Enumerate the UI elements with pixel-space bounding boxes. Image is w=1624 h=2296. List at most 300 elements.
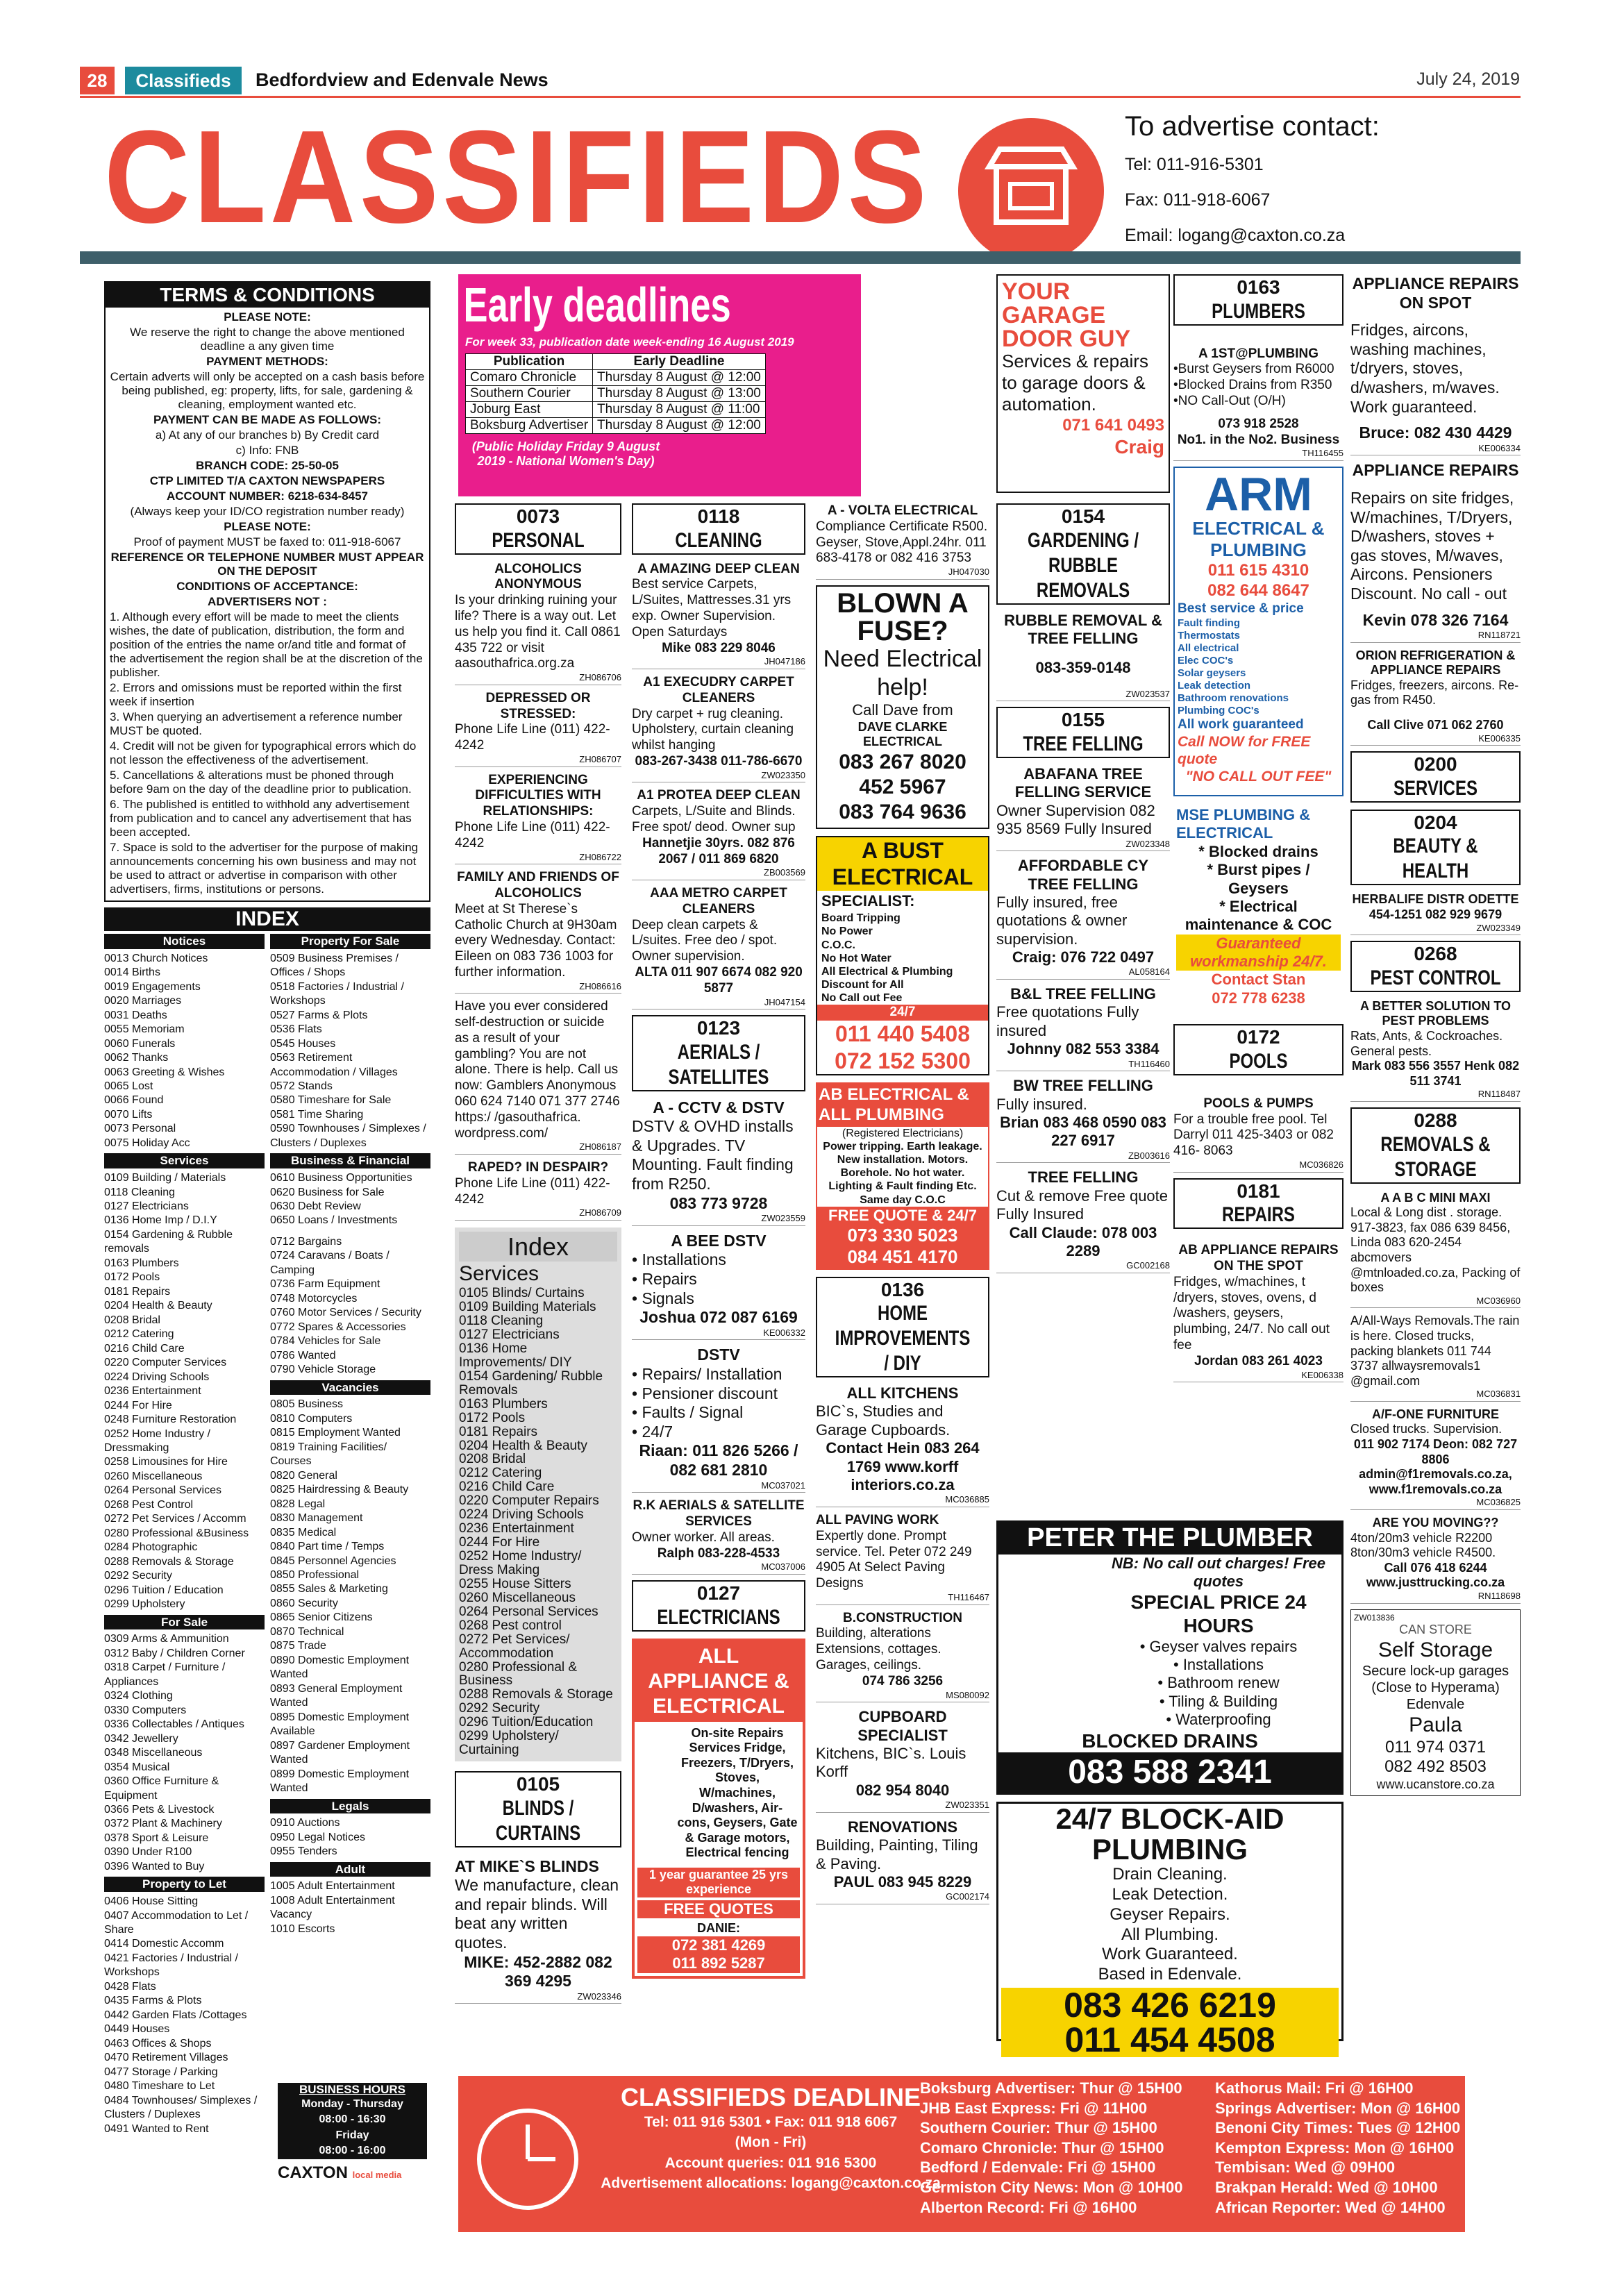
beauty-header: 0204 BEAUTY & HEALTH xyxy=(1350,810,1521,886)
index-item: 0860 Security xyxy=(270,1597,338,1609)
index-item: 0527 Farms & Plots xyxy=(270,1009,368,1021)
index-item: 0897 Gardener Employment Wanted xyxy=(270,1739,410,1766)
pest-header: 0268 PEST CONTROL xyxy=(1350,941,1521,992)
ab-electrical-ad: AB ELECTRICAL & ALL PLUMBING (Registered Electricians) Power tripping. Earth leakage. New installation. Motors. Borehole. No hot water. Lighting & Fault finding Etc. Same day C.O.C FREE QUOTE & 24/7 073 330 5023 084 451 4170 xyxy=(816,1082,989,1269)
bee-item: • Signals xyxy=(632,1289,694,1307)
index-item: 1008 Adult Entertainment Vacancy xyxy=(270,1894,395,1921)
home-header: 0136 HOME IMPROVEMENTS / DIY xyxy=(816,1277,989,1378)
index-item: 0828 Legal xyxy=(270,1498,326,1510)
deadline-item: Springs Advertiser: Mon @ 16H00 xyxy=(1215,2099,1461,2117)
appliance-ad-2: APPLIANCE REPAIRS Repairs on site fridges, W/machines, T/Dryers, D/washers, stoves + gas stoves, M/waves, Aircons. Pensioners Discount. No call - out Kevin 078 326 7164 RN118721 xyxy=(1350,461,1521,642)
bust-item: No Hot Water xyxy=(821,952,891,964)
bust-item: Discount for All xyxy=(821,979,904,991)
index-item: 0299 Upholstery xyxy=(104,1598,185,1611)
services-index-item: 0255 House Sitters xyxy=(459,1576,571,1591)
index-item: 0590 Townhouses / Simplexes / Clusters / Duplexes xyxy=(270,1123,426,1149)
paper-name: Bedfordview and Edenvale News xyxy=(256,69,549,90)
deadline-list-2 xyxy=(1215,2079,1465,2218)
terms-line: 7. Space is sold to the advertiser for the purpose of making announcements concerning his own business and may not be used to attract or advertise in comparison with other advertisers, firms, institutions or persons. xyxy=(110,841,419,896)
ad-text: Have you ever considered self-destruction or suicide as a result of your gambling? You are not alone. There is help. Call us now: Gamblers Anonymous 060 624 7140 071 377 2746 https:/ /gasouthafrica. wordpress.com/ xyxy=(455,999,620,1141)
services-index-item: 0288 Removals & Storage xyxy=(459,1687,613,1702)
index-item: 0163 Plumbers xyxy=(104,1257,179,1269)
services-index-item: 0109 Building Materials xyxy=(459,1300,596,1315)
deadline-list-1 xyxy=(920,2079,1198,2218)
plumbers-header: 0163 PLUMBERS xyxy=(1173,274,1343,326)
ad-text: Free quotations Fully insured xyxy=(996,1003,1139,1039)
classified-ad xyxy=(632,675,805,782)
ucan-store-ad: ZW013836 CAN STORE Self Storage Secure lock-up garages (Close to Hyperama) Edenvale Paula 011 974 0371 082 492 8503 www.ucanstore.co.za xyxy=(1350,1609,1521,1796)
arm-item: Leak detection xyxy=(1178,679,1251,692)
index-item: 0910 Auctions xyxy=(270,1817,340,1829)
classified-ad xyxy=(455,870,621,994)
ad-reference: JH047186 xyxy=(632,656,805,669)
index-heading: Property For Sale xyxy=(270,934,430,949)
index-item: 0378 Sport & Leisure xyxy=(104,1832,209,1844)
blown-phone: 452 5967 xyxy=(859,775,946,798)
index-item: 0650 Loans / Investments xyxy=(270,1214,398,1227)
contact-fax: Fax: 011-918-6067 xyxy=(1125,190,1271,210)
mse-ad: MSE PLUMBING & ELECTRICAL * Blocked drains * Burst pipes / Geysers * Electrical maintenance & COC Guaranteed workmanship 24/7. Contact Stan 072 778 6238 xyxy=(1173,803,1343,1010)
index-item: 0442 Garden Flats /Cottages xyxy=(104,2009,247,2021)
index-item: 0463 Offices & Shops xyxy=(104,2037,212,2050)
services-index-item: 0154 Gardening/ Rubble Removals xyxy=(459,1368,603,1398)
arm-item: Fault finding xyxy=(1178,617,1240,629)
bust-item: C.O.C. xyxy=(821,939,855,951)
bee-ad: A BEE DSTV • Installations • Repairs • Signals Joshua 072 087 6169 KE006332 xyxy=(632,1232,805,1341)
terms-line: We reserve the right to change the above mentioned deadline a any given time xyxy=(130,326,405,353)
index-item: 0172 Pools xyxy=(104,1271,160,1284)
index-item: 0396 Wanted to Buy xyxy=(104,1860,205,1872)
early-title: Early deadlines xyxy=(463,278,731,332)
index-title: INDEX xyxy=(104,907,430,931)
index-item: 0296 Tuition / Education xyxy=(104,1584,224,1596)
index-item: 0620 Business for Sale xyxy=(270,1186,385,1198)
services-index-item: 0105 Blinds/ Curtains xyxy=(459,1286,585,1301)
ad-text: Is your drinking ruining your life? There is a way out. Let us help you find it. Call 0861 435 722 or visit aasouthafrica.org.za xyxy=(455,593,621,671)
contact-email[interactable]: Email: logang@caxton.co.za xyxy=(1125,226,1346,245)
early-cell: Thursday 8 August @ 12:00 xyxy=(593,370,766,386)
ad-heading: AAA METRO CARPET CLEANERS xyxy=(650,885,787,916)
contact-title: To advertise contact: xyxy=(1125,111,1380,142)
classified-ad xyxy=(632,788,805,880)
terms-line: PAYMENT CAN BE MADE AS FOLLOWS: xyxy=(153,413,382,426)
index-item: 0477 Storage / Parking xyxy=(104,2065,218,2078)
index-item: 0284 Photographic xyxy=(104,1541,198,1554)
index-item: 0955 Tenders xyxy=(270,1845,337,1858)
index-item: 0065 Lost xyxy=(104,1080,153,1092)
bust-phone: 072 152 5300 xyxy=(835,1048,971,1073)
index-item: 0070 Lifts xyxy=(104,1108,153,1121)
terms-line: PLEASE NOTE: xyxy=(224,520,311,533)
services-index-item: 0118 Cleaning xyxy=(459,1314,544,1329)
index-item: 0819 Training Facilities/ Courses xyxy=(270,1441,387,1468)
early-cell: Comaro Chronicle xyxy=(466,370,593,386)
ad-heading: ABAFANA TREE FELLING SERVICE xyxy=(1014,764,1152,801)
mse-item: * Blocked drains xyxy=(1198,842,1319,860)
index-item: 0536 Flats xyxy=(270,1023,322,1036)
deadline-item: Boksburg Advertiser: Thur @ 15H00 xyxy=(920,2079,1182,2097)
ab-appliance-ad: AB APPLIANCE REPAIRS ON THE SPOT Fridges, w/machines, t /dryers, stoves, ovens, d /washers, geysers, plumbing, 24/7. No call out fee Jordan 083 261 4023 KE006338 xyxy=(1173,1243,1343,1382)
ucan-phone: 011 974 0371 xyxy=(1384,1737,1487,1757)
index-item: 0748 Motorcycles xyxy=(270,1292,358,1305)
bconstruction-ad: B.CONSTRUCTION Building, alterations Extensions, cottages. Garages, ceilings. 074 786 3256 MS080092 xyxy=(816,1611,989,1703)
contact-tel: Tel: 011-916-5301 xyxy=(1125,155,1264,174)
tree-ad xyxy=(996,985,1170,1071)
ad-heading: B&L TREE FELLING xyxy=(1010,985,1156,1003)
deadline-line: Advertisement allocations: logang@caxton.co.za xyxy=(601,2175,941,2192)
index-item: 0360 Office Furniture & Equipment xyxy=(104,1775,219,1802)
rubble-ad: RUBBLE REMOVAL & TREE FELLING 083-359-0148 ZW023537 xyxy=(996,612,1170,702)
terms-line: REFERENCE OR TELEPHONE NUMBER MUST APPEAR ON THE DEPOSIT xyxy=(110,551,424,578)
mse-item: * Burst pipes / Geysers xyxy=(1207,861,1310,897)
all-appliance-ad: ALL APPLIANCE & ELECTRICAL On-site Repairs Services Fridge, Freezers, T/Dryers, Stoves, W/machines, D/washers, Air-cons, Geysers, Gate & Garage motors, Electrical fencing 1 year guarantee 25 yrs experience FREE QUOTES DANIE: 072 381 4269 011 892 5287 xyxy=(632,1639,805,1979)
index-item: 0272 Pet Services / Accomm xyxy=(104,1513,246,1525)
index-item: 0212 Catering xyxy=(104,1328,174,1341)
arm-item: Bathroom renovations xyxy=(1178,692,1289,704)
deadline-item: Southern Courier: Thur @ 15H00 xyxy=(920,2119,1157,2137)
caxton-logo: CAXTON local media xyxy=(278,2163,402,2182)
index-item: 1005 Adult Entertainment xyxy=(270,1880,395,1893)
early-col-header: Early Deadline xyxy=(593,354,766,370)
arm-item: All electrical xyxy=(1178,642,1239,654)
index-item: 0066 Found xyxy=(104,1094,164,1107)
index-item: 0484 Townhouses/ Simplexes / Clusters / Duplexes xyxy=(104,2094,258,2121)
index-item: 0899 Domestic Employment Wanted xyxy=(270,1768,410,1795)
services-index-item: 0204 Health & Beauty xyxy=(459,1438,587,1453)
index-item: 0855 Sales & Marketing xyxy=(270,1583,388,1595)
deadline-item: Brakpan Herald: Wed @ 10H00 xyxy=(1215,2178,1438,2196)
ad-reference: JH047154 xyxy=(632,997,805,1010)
services-index-item: 0268 Pest control xyxy=(459,1618,562,1633)
index-item: 0109 Building / Materials xyxy=(104,1172,226,1184)
early-cell: Thursday 8 August @ 11:00 xyxy=(593,402,766,418)
index-item: 0264 Personal Services xyxy=(104,1484,221,1497)
pools-header: 0172 POOLS xyxy=(1173,1024,1343,1075)
arm-item: Plumbing COC's xyxy=(1178,704,1259,717)
terms-line: a) At any of our branches b) By Credit card xyxy=(155,428,380,442)
services-index-item: 0224 Driving Schools xyxy=(459,1507,584,1523)
index-item: 0509 Business Premises / Offices / Shops xyxy=(270,952,399,979)
index-item: 0154 Gardening & Rubble removals xyxy=(104,1228,233,1255)
index-item: 0204 Health & Beauty xyxy=(104,1300,212,1312)
index-item: 0127 Electricians xyxy=(104,1200,189,1212)
bust-item: All Electrical & Plumbing xyxy=(821,965,953,978)
ad-reference: ZW023350 xyxy=(632,770,805,783)
deadline-line: (Mon - Fri) xyxy=(735,2134,807,2151)
hours-list xyxy=(278,2097,427,2159)
deadline-line: Tel: 011 916 5301 • Fax: 011 918 6067 xyxy=(644,2114,898,2130)
ad-heading: AFFORDABLE CY TREE FELLING xyxy=(1017,857,1149,893)
tree-ad xyxy=(996,857,1170,980)
index-item: 0220 Computer Services xyxy=(104,1357,227,1369)
page-title: CLASSIFIEDS xyxy=(104,103,931,251)
early-col-header: Publication xyxy=(466,354,593,370)
blown-phone: 083 764 9636 xyxy=(839,800,966,823)
services-index-item: 0299 Upholstery/ Curtaining xyxy=(459,1729,559,1758)
tree-ads xyxy=(996,765,1170,1273)
index-item: 0348 Miscellaneous xyxy=(104,1747,203,1759)
rk-ad: R.K AERIALS & SATELLITE SERVICES Owner worker. All areas. Ralph 083-228-4533 MC037006 xyxy=(632,1498,805,1575)
index-item: 1010 Escorts xyxy=(270,1922,335,1935)
gardening-header: 0154 GARDENING / RUBBLE REMOVALS xyxy=(996,503,1170,605)
contact-block xyxy=(1125,111,1486,261)
index-heading: Property to Let xyxy=(104,1877,265,1892)
column-plumbers xyxy=(1173,274,1343,1388)
index-item: 0491 Wanted to Rent xyxy=(104,2122,209,2135)
bee-item: • Repairs xyxy=(632,1270,697,1289)
terms-line: ADVERTISERS NOT : xyxy=(208,595,327,608)
index-item: 0580 Timeshare for Sale xyxy=(270,1094,392,1107)
ad-phone: Hannetjie 30yrs. 082 876 2067 / 011 869 6820 xyxy=(642,835,795,866)
index-item: 0480 Timeshare to Let xyxy=(104,2080,215,2093)
deadline-item: Comaro Chronicle: Thur @ 15H00 xyxy=(920,2138,1164,2156)
services-index-list xyxy=(459,1287,617,1757)
section-tab: Classifieds xyxy=(125,67,242,94)
early-table xyxy=(465,353,766,434)
services-index-item: 0252 Home Industry/ Dress Making xyxy=(459,1549,582,1577)
dstv-item: • Repairs/ Installation xyxy=(632,1365,782,1383)
index-item: 0810 Computers xyxy=(270,1412,353,1425)
terms-line: (Always keep your ID/CO registration number ready) xyxy=(130,505,405,518)
index-item: 0390 Under R100 xyxy=(104,1846,192,1859)
terms-line: 1. Although every effort will be made to meet the clients wishes, the date of publication, distribution, the form and position of the entries the name or/and title and format of the advertisement the region shall be at the discretion of the publisher. xyxy=(110,610,423,679)
ad-reference: ZB003569 xyxy=(632,867,805,880)
early-cell: Joburg East xyxy=(466,402,593,418)
index-item: 0268 Pest Control xyxy=(104,1498,194,1511)
index-item: 0181 Repairs xyxy=(104,1285,171,1298)
classified-ad xyxy=(632,886,805,1009)
deadline-item: Germiston City News: Mon @ 10H00 xyxy=(920,2178,1183,2196)
bust-item: Board Tripping xyxy=(821,912,901,925)
services-index-item: 0292 Security xyxy=(459,1701,540,1716)
index-heading: Notices xyxy=(104,934,265,949)
cleaning-header: 0118 CLEANING xyxy=(632,503,805,555)
blown-fuse-ad: BLOWN A FUSE? Need Electrical help! Call Dave from DAVE CLARKE ELECTRICAL 083 267 8020 452 5967 083 764 9636 xyxy=(816,585,989,829)
a1st-item: •Blocked Drains from R350 xyxy=(1173,378,1332,393)
kitchens-ad: ALL KITCHENS BIC`s, Studies and Garage Cupboards. Contact Hein 083 264 1769 www.korff interiors.co.za MC036885 xyxy=(816,1384,989,1507)
aerials-header: 0123 AERIALS / SATELLITES xyxy=(632,1015,805,1091)
index-heading: For Sale xyxy=(104,1615,265,1630)
index-spacer xyxy=(270,1228,430,1235)
services-index xyxy=(455,1227,621,1761)
ad-heading: ALCOHOLICS ANONYMOUS xyxy=(494,561,582,592)
ad-text: Phone Life Line (011) 422-4242 xyxy=(455,722,610,753)
cleaning-ads xyxy=(632,562,805,1010)
terms-line: 6. The published is entitled to withhold any advertisement from publication and to cancel any advertisement that has been accepted. xyxy=(110,798,412,839)
index-item: 0063 Greeting & Wishes xyxy=(104,1066,225,1078)
ad-heading: DEPRESSED OR STRESSED: xyxy=(485,690,591,721)
ad-reference: ZH086707 xyxy=(455,754,621,767)
early-sub: For week 33, publication date week-ending 16 August 2019 xyxy=(465,335,794,349)
ad-phone: Craig: 076 722 0497 xyxy=(1012,948,1155,966)
deadline-item: Bedford / Edenvale: Fri @ 15H00 xyxy=(920,2159,1156,2177)
ad-text: Carpets, L/Suite and Blinds. Free spot/ deod. Owner sup xyxy=(632,804,796,835)
index-item: 0258 Limousines for Hire xyxy=(104,1456,228,1468)
index-item: 0309 Arms & Ammunition xyxy=(104,1633,229,1645)
pools-ad: POOLS & PUMPS For a trouble free pool. Tel Darryl 011 425-3403 or 082 416- 8063 MC036826 xyxy=(1173,1096,1343,1173)
a1st-item: •Burst Geysers from R6000 xyxy=(1173,362,1334,377)
terms-line: Certain adverts will only be accepted on a cash basis before being published, eg: property, lifts, for sale, gardening & cleaning, employment wanted etc. xyxy=(110,370,425,411)
ab-phone: 073 330 5023 xyxy=(847,1225,958,1246)
terms-line: CONDITIONS OF ACCEPTANCE: xyxy=(176,580,358,593)
index-item: 0013 Church Notices xyxy=(104,952,208,964)
ad-heading: FAMILY AND FRIENDS OF ALCOHOLICS xyxy=(457,870,619,900)
terms-line: 4. Credit will not be given for typographical errors which do not lesson the effectiveness of the advertisement. xyxy=(110,739,417,766)
services-index-item: 0280 Professional & Business xyxy=(459,1659,578,1689)
block-phone: 011 454 4508 xyxy=(1064,2020,1275,2059)
deadline-title: CLASSIFIEDS DEADLINE xyxy=(620,2083,921,2111)
index-item: 0724 Caravans / Boats / Camping xyxy=(270,1250,390,1276)
index-item: 0760 Motor Services / Security xyxy=(270,1307,421,1319)
index-item: 0772 Spares & Accessories xyxy=(270,1321,406,1333)
arm-ad: ARM ELECTRICAL & PLUMBING 011 615 4310 082 644 8647 Best service & price Fault finding Thermostats All electrical Elec COC's Solar geysers Leak detection Bathroom renovations Plumbing COC's All work guaranteed Call NOW for FREE quote "NO CALL OUT FEE" xyxy=(1173,467,1343,796)
electricians-header: 0127 ELECTRICIANS xyxy=(632,1580,805,1632)
index-item: 0421 Factories / Industrial / Workshops xyxy=(104,1952,238,1979)
deadline-contact xyxy=(597,2112,944,2194)
index-item: 0545 Houses xyxy=(270,1037,336,1050)
arm-item: Thermostats xyxy=(1178,629,1241,642)
index-item: 0815 Employment Wanted xyxy=(270,1427,401,1439)
dstv-item: • Faults / Signal xyxy=(632,1403,744,1422)
herbalife-ad: HERBALIFE DISTR ODETTE 454-1251 082 929 9679 ZW023349 xyxy=(1350,892,1521,935)
early-cell: Boksburg Advertiser xyxy=(466,418,593,434)
mse-item: * Electrical maintenance & COC xyxy=(1184,897,1332,934)
index-item: 0208 Bridal xyxy=(104,1314,160,1326)
ad-heading: RAPED? IN DESPAIR? xyxy=(467,1160,609,1175)
index-item: 0890 Domestic Employment Wanted xyxy=(270,1654,410,1681)
index-item: 0950 Legal Notices xyxy=(270,1831,365,1843)
header-rule xyxy=(80,96,1521,98)
services-index-item: 0172 Pools xyxy=(459,1410,526,1425)
tree-ad xyxy=(996,1168,1170,1273)
index-item: 0366 Pets & Livestock xyxy=(104,1803,215,1816)
terms-line: c) Info: FNB xyxy=(235,444,299,457)
index-item: 0407 Accommodation to Let / Share xyxy=(104,1909,249,1936)
index-item: 0845 Personnel Agencies xyxy=(270,1555,396,1567)
index-item: 0060 Funerals xyxy=(104,1037,176,1050)
arm-phone: 082 644 8647 xyxy=(1207,581,1309,601)
services-index-title: Index xyxy=(459,1232,617,1262)
ad-reference: ZB003616 xyxy=(996,1150,1170,1164)
block-item: Based in Edenvale. xyxy=(1098,1965,1242,1984)
ab-phone: 084 451 4170 xyxy=(847,1246,958,1268)
index-item: 0020 Marriages xyxy=(104,995,182,1007)
ad-text: Fully insured, free quotations & owner supervision. xyxy=(996,893,1128,948)
block-aid-ad: 24/7 BLOCK-AID PLUMBING Drain Cleaning. Leak Detection. Geyser Repairs. All Plumbing. Work Guaranteed. Based in Edenvale. 083 426 6219 011 454 4508 xyxy=(996,1802,1343,2041)
terms-line: 5. Cancellations & alterations must be phoned through before 9am on the day of the deadline prior to publication. xyxy=(110,769,412,796)
terms-line: PLEASE NOTE: xyxy=(224,310,311,324)
ad-reference: GC002168 xyxy=(996,1260,1170,1273)
services-index-item: 0136 Home Improvements/ DIY xyxy=(459,1341,572,1370)
bust-electrical-ad: A BUST ELECTRICAL SPECIALIST: Board Tripping No Power C.O.C. No Hot Water All Electrical & Plumbing Discount for All No Call out Fee 24/7 011 440 5408 072 152 5300 xyxy=(816,836,989,1075)
index-item: 0336 Collectables / Antiques xyxy=(104,1718,244,1731)
index-heading: Services xyxy=(104,1153,265,1168)
terms-title: TERMS & CONDITIONS xyxy=(106,283,429,308)
index-item: 0581 Time Sharing xyxy=(270,1108,364,1121)
bust-item: No Power xyxy=(821,925,873,938)
ad-phone: Call Claude: 078 003 2289 xyxy=(1009,1223,1157,1259)
ad-reference: ZH086709 xyxy=(455,1207,621,1221)
header-bar xyxy=(80,251,1521,264)
index-item: 0372 Plant & Machinery xyxy=(104,1818,222,1830)
terms-text xyxy=(106,308,429,900)
ad-heading: EXPERIENCING DIFFICULTIES WITH RELATIONSHIPS: xyxy=(475,772,601,819)
index-item: 0610 Business Opportunities xyxy=(270,1172,412,1184)
ad-phone: Mike 083 229 8046 xyxy=(662,640,776,655)
column-cleaning xyxy=(632,503,805,1979)
ad-text: Phone Life Line (011) 422-4242 xyxy=(455,1175,610,1207)
index-item: 0031 Deaths xyxy=(104,1009,167,1021)
dstv-ad: DSTV • Repairs/ Installation • Pensioner discount • Faults / Signal • 24/7 Riaan: 011 826 5266 / 082 681 2810 MC037021 xyxy=(632,1346,805,1493)
index-item: 0354 Musical xyxy=(104,1761,170,1773)
early-cell: Southern Courier xyxy=(466,386,593,402)
classified-ad xyxy=(455,691,621,767)
index-item: 0075 Holiday Acc xyxy=(104,1137,190,1149)
index-item: 0865 Senior Citizens xyxy=(270,1611,373,1624)
index-heading: Vacancies xyxy=(270,1380,430,1396)
column-services xyxy=(1350,274,1521,1796)
terms-line: 2. Errors and omissions must be reported within the first week if insertion xyxy=(110,681,402,708)
renovations-ad: RENOVATIONS Building, Painting, Tiling & Paving. PAUL 083 945 8229 GC002174 xyxy=(816,1818,989,1904)
early-cell: Thursday 8 August @ 13:00 xyxy=(593,386,766,402)
index-item: 0318 Carpet / Furniture / Appliances xyxy=(104,1661,226,1688)
terms-line: Proof of payment MUST be faxed to: 011-918-6067 xyxy=(133,535,401,548)
ad-reference: AL058164 xyxy=(996,966,1170,980)
services-index-sub: Services xyxy=(459,1262,539,1286)
services-index-item: 0127 Electricians xyxy=(459,1327,560,1343)
blinds-header: 0105 BLINDS / CURTAINS xyxy=(455,1771,621,1847)
index-item: 0312 Baby / Children Corner xyxy=(104,1647,245,1659)
peter-item: • Bathroom renew xyxy=(1157,1674,1280,1692)
garage-door-ad: YOUR GARAGE DOOR GUY Services & repairs to garage doors & automation. 071 641 0493 Craig xyxy=(996,274,1170,493)
hours-line: 08:00 - 16:30 xyxy=(319,2113,386,2126)
index-heading: Legals xyxy=(270,1799,430,1814)
services-index-item: 0163 Plumbers xyxy=(459,1396,548,1411)
removals-header: 0288 REMOVALS & STORAGE xyxy=(1350,1107,1521,1184)
deadline-item: Kempton Express: Mon @ 16H00 xyxy=(1215,2138,1455,2156)
deadline-item: Alberton Record: Fri @ 16H00 xyxy=(920,2198,1137,2216)
index-item: 0019 Engagements xyxy=(104,980,201,993)
index-item: 0406 House Sitting xyxy=(104,1895,199,1908)
block-phone: 083 426 6219 xyxy=(1064,1985,1276,2025)
index-item: 0518 Factories / Industrial / Workshops xyxy=(270,980,404,1007)
services-index-item: 0208 Bridal xyxy=(459,1452,526,1467)
ad-heading: A1 PROTEA DEEP CLEAN xyxy=(637,788,801,803)
ad-reference: ZH086722 xyxy=(455,852,621,865)
services-header: 0200 SERVICES xyxy=(1350,751,1521,803)
services-index-item: 0260 Miscellaneous xyxy=(459,1590,576,1605)
index-item: 0428 Flats xyxy=(104,1980,156,1993)
tree-header: 0155 TREE FELLING xyxy=(996,707,1170,758)
blown-phone: 083 267 8020 xyxy=(839,750,966,773)
index-item: 0062 Thanks xyxy=(104,1052,169,1064)
peter-item: • Geyser valves repairs xyxy=(1139,1637,1298,1655)
index-item: 0216 Child Care xyxy=(104,1342,185,1355)
column-electrical xyxy=(816,503,989,1910)
index-item: 0244 For Hire xyxy=(104,1399,172,1411)
index-columns xyxy=(104,931,430,2136)
terms-line: ACCOUNT NUMBER: 6218-634-8457 xyxy=(166,489,369,503)
issue-date: July 24, 2019 xyxy=(1416,69,1520,89)
index-item: 0324 Clothing xyxy=(104,1690,173,1702)
index-item: 0014 Births xyxy=(104,966,160,979)
ad-text: Cut & remove Free quote Fully Insured xyxy=(996,1187,1169,1223)
index-item: 0073 Personal xyxy=(104,1123,176,1135)
ad-heading: A AMAZING DEEP CLEAN xyxy=(637,561,800,576)
hours-line: Friday xyxy=(335,2129,369,2141)
peter-item: • Waterproofing xyxy=(1166,1711,1271,1729)
index-item: 0118 Cleaning xyxy=(104,1186,176,1198)
